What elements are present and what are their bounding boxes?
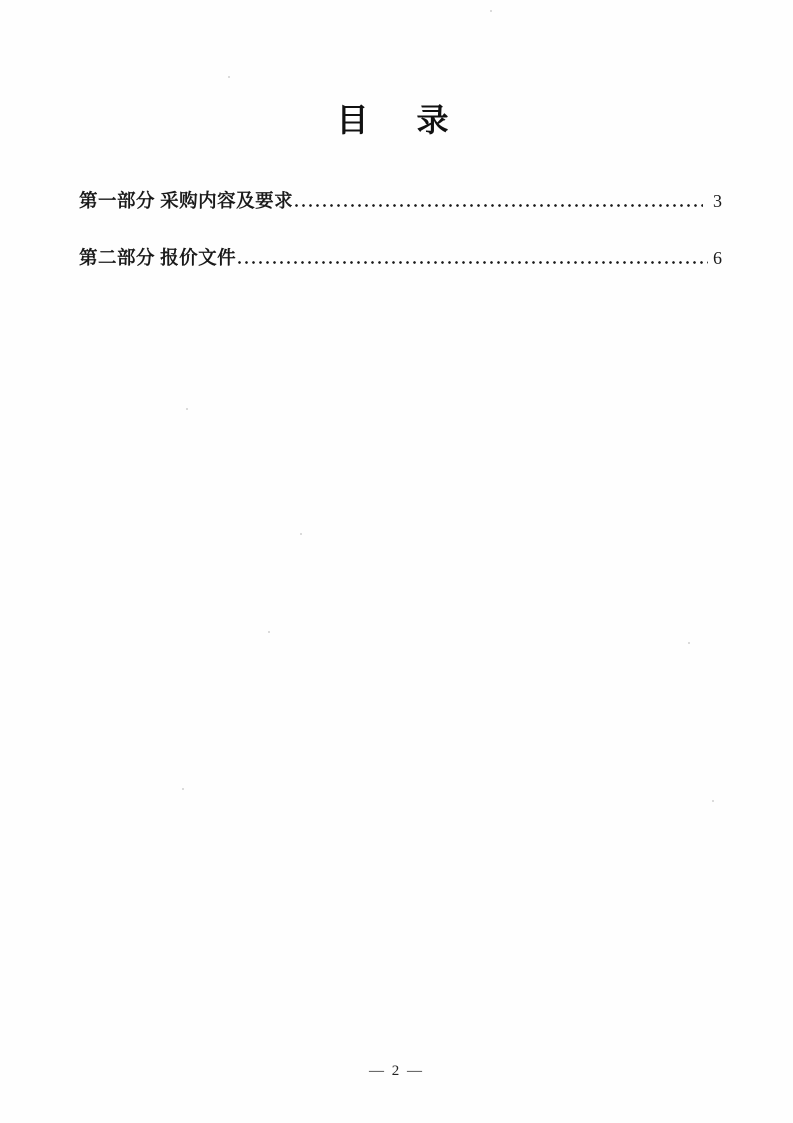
dot-leader bbox=[238, 260, 708, 264]
toc-entry-page-number: 6 bbox=[713, 248, 722, 268]
toc-entry-label: 第二部分 报价文件 bbox=[79, 249, 237, 269]
scan-speck bbox=[490, 10, 492, 12]
dot-leader bbox=[295, 203, 703, 207]
scan-speck bbox=[268, 631, 270, 633]
toc-entry-label: 第一部分 采购内容及要求 bbox=[79, 192, 294, 212]
page-title: 目 录 bbox=[336, 102, 457, 138]
toc-entry-page-number: 3 bbox=[713, 191, 722, 211]
scan-speck bbox=[182, 788, 184, 790]
scan-speck bbox=[712, 800, 714, 802]
toc-entry-part2 bbox=[79, 247, 722, 270]
scan-speck bbox=[688, 642, 690, 644]
scan-speck bbox=[300, 533, 302, 535]
footer-page-number: — 2 — bbox=[369, 1063, 424, 1079]
toc-entry-part1 bbox=[79, 190, 722, 213]
scan-speck bbox=[186, 408, 188, 410]
scan-speck bbox=[228, 76, 230, 78]
table-of-contents bbox=[79, 190, 722, 270]
